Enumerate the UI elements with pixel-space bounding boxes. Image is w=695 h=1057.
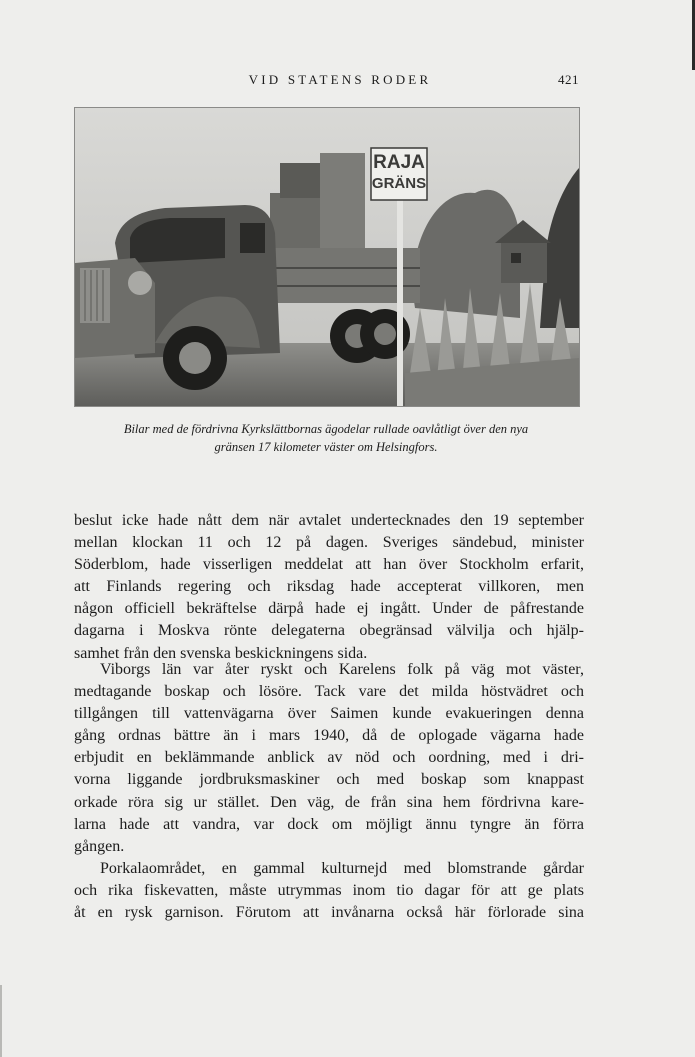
- text-line: Söderblom, hade visserligen meddelat att han över Stockholm erfarit,: [74, 556, 584, 574]
- text-line: någon officiell bekräftelse därpå hade ej ingått. Under de påfrestande: [74, 600, 584, 618]
- text-line: Porkalaområdet, en gammal kulturnejd med blomstrande gårdar: [100, 859, 584, 877]
- text-line: Viborgs län var åter ryskt och Karelens folk på väg mot väster,: [100, 661, 584, 678]
- text-line: mellan klockan 11 och 12 på dagen. Sveriges sändebud, minister: [74, 534, 584, 552]
- photograph-truck-at-border: [74, 107, 580, 407]
- paragraph-1: [74, 510, 584, 665]
- sign-text: [371, 148, 427, 200]
- text-line: att Finlands regering och riksdag hade accepterat villkoren, men: [74, 578, 584, 596]
- text-line: gång ordnas bättre än i mars 1940, då de oplogade vägarna hade: [74, 727, 584, 745]
- text-line: vorna liggande jordbruksmaskiner och med boskap som knappast: [74, 771, 584, 789]
- page-number: 421: [558, 72, 579, 87]
- page-edge-left: [0, 985, 2, 1057]
- text-line: tillgången till vattenvägarna över Saimen kunde evakueringen denna: [74, 705, 584, 723]
- running-head: [0, 72, 695, 92]
- text-line: åt en rysk garnison. Förutom att invånarna också här förlorade sina: [74, 904, 584, 922]
- text-line: larna hade att vandra, var dock om möjligt ännu tyngre än förra: [74, 815, 584, 833]
- caption-line-2: gränsen 17 kilometer väster om Helsingfors.: [214, 440, 438, 454]
- text-line: beslut icke hade nått dem när avtalet undertecknades den 19 september: [74, 512, 584, 529]
- caption-line-1: Bilar med de fördrivna Kyrkslättbornas ägodelar rullade oavlåtligt över den nya: [123, 422, 529, 436]
- text-line: gången.: [74, 837, 125, 855]
- sign-line-1: RAJA: [373, 152, 425, 173]
- text-line: orkade röra sig ur stället. Den väg, de från sina hem fördrivna kare-: [74, 793, 584, 811]
- text-line: samhet från den svenska beskickningens sida.: [74, 644, 368, 662]
- sign-line-2: GRÄNS: [371, 175, 427, 192]
- text-line: och rika fiskevatten, måste utrymmas inom tio dagar för att ge plats: [74, 881, 584, 899]
- text-line: medtagande boskap och lösöre. Tack vare det milda höstvädret och: [74, 683, 584, 701]
- paragraph-2: [74, 659, 584, 924]
- text-line: dagarna i Moskva rönte delegaterna obegränsad välvilja och hjälp-: [74, 622, 584, 640]
- text-line: erbjudit en beklämmande anblick av nöd och oordning, med i dri-: [74, 749, 584, 767]
- running-title: VID STATENS RODER: [248, 72, 432, 87]
- photo-caption: [74, 420, 578, 456]
